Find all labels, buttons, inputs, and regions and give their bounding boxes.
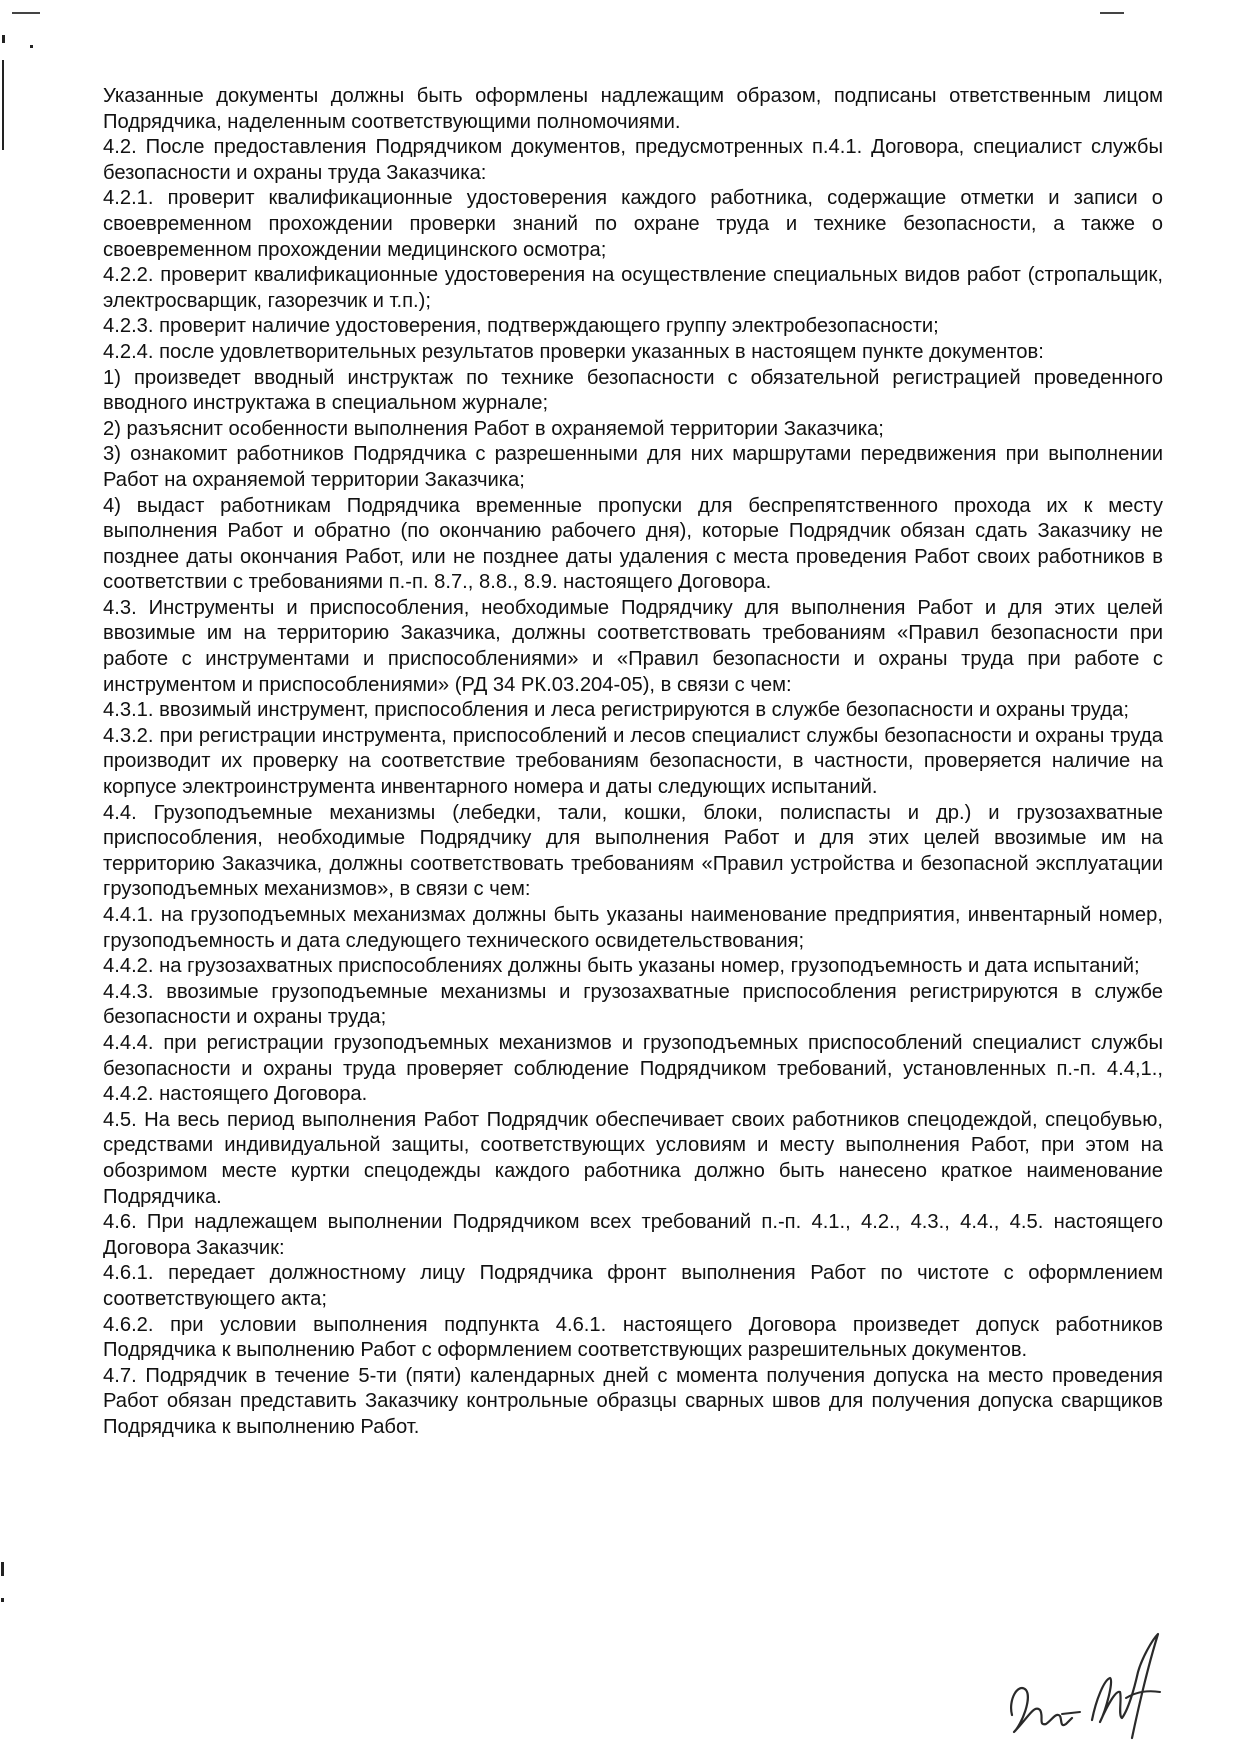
scan-artifact-left — [2, 60, 4, 150]
scan-artifact-left — [30, 45, 33, 48]
scan-artifact-top — [12, 12, 40, 14]
list-item-2: 2) разъяснит особенности выполнения Работ в охраняемой территории Заказчика; — [103, 417, 884, 440]
paragraph-4-4-3: 4.4.3. ввозимые грузоподъемные механизмы и грузозахватные приспособления регистрируются в службе безопасности и охраны труда; — [103, 980, 1163, 1029]
signature-stroke — [1062, 1712, 1080, 1714]
paragraph-4-6: 4.6. При надлежащем выполнении Подрядчиком всех требований п.-п. 4.1., 4.2., 4.3., 4.4., 4.5. настоящего Договора Заказчик: — [103, 1211, 1163, 1259]
paragraph-4-6-1: 4.6.1. передает должностному лицу Подрядчика фронт выполнения Работ по чистоте с оформлением соответствующего акта; — [103, 1262, 1163, 1310]
scan-artifact-top — [1100, 12, 1124, 14]
paragraph-4-3: 4.3. Инструменты и приспособления, необходимые Подрядчику для выполнения Работ и для этих целей ввозимые им на территорию Заказчика, должны соответствовать требованиям «Правил безопасности при работе с инструментами и приспособлениями» и «Правил безопасности и охраны труда при работе с инструментом и приспособлениями» (РД 34 РК.03.204-05), в связи с чем: — [103, 596, 1163, 696]
document-body — [103, 84, 1163, 1440]
paragraph-4-2: 4.2. После предоставления Подрядчиком документов, предусмотренных п.4.1. Договора, специалист службы безопасности и охраны труда Заказчика: — [103, 136, 1163, 184]
paragraph-4-7: 4.7. Подрядчик в течение 5-ти (пяти) календарных дней с момента получения допуска на место проведения Работ обязан представить Заказчику контрольные образцы сварных швов для получения допуска сварщиков Подрядчика к выполнению Работ. — [103, 1364, 1163, 1438]
paragraph-4-4-1: 4.4.1. на грузоподъемных механизмах должны быть указаны наименование предприятия, инвентарный номер, грузоподъемность и дата следующего технического освидетельствования; — [103, 904, 1163, 952]
signature-stroke — [1011, 1688, 1072, 1732]
signature-stroke — [1092, 1634, 1158, 1738]
paragraph-4-3-1: 4.3.1. ввозимый инструмент, приспособления и леса регистрируются в службе безопасности и охраны труда; — [103, 699, 1129, 722]
scan-artifact-left — [1, 1598, 4, 1602]
handwritten-signature — [1000, 1620, 1180, 1745]
scan-artifact-left — [1, 1562, 4, 1576]
paragraph-4-5: 4.5. На весь период выполнения Работ Подрядчик обеспечивает своих работников спецодеждой, спецобувью, средствами индивидуальной защиты, соответствующих условиям и месту выполнения Работ, при этом на обозримом месте куртки спецодежды каждого работника должно быть нанесено краткое наименование Подрядчика. — [103, 1108, 1163, 1208]
list-item-1: 1) произведет вводный инструктаж по технике безопасности с обязательной регистрацией проведенного вводного инструктажа в специальном журнале; — [103, 366, 1163, 415]
list-item-4: 4) выдаст работникам Подрядчика временные пропуски для беспрепятственного прохода их к месту выполнения Работ и обратно (по окончанию рабочего дня), которые Подрядчик обязан сдать Заказчику не позднее даты окончания Работ, или не позднее даты удаления с места проведения Работ своих работников в соответствии с требованиями п.-п. 8.7., 8.8., 8.9. настоящего Договора. — [103, 494, 1163, 594]
paragraph-4-2-2: 4.2.2. проверит квалификационные удостоверения на осуществление специальных видов работ (стропальщик, электросварщик, газорезчик и т.п.); — [103, 264, 1163, 312]
paragraph-4-4-4: 4.4.4. при регистрации грузоподъемных механизмов и грузоподъемных приспособлений специалист службы безопасности и охраны труда проверяет соблюдение Подрядчиком требований, установленных п.-п. 4.4,1., 4.4.2. настоящего Договора. — [103, 1031, 1163, 1106]
paragraph-4-2-3: 4.2.3. проверит наличие удостоверения, подтверждающего группу электробезопасности; — [103, 315, 939, 338]
paragraph: Указанные документы должны быть оформлены надлежащим образом, подписаны ответственным лицом Подрядчика, наделенным соответствующими полномочиями. — [103, 85, 1163, 133]
paragraph-4-6-2: 4.6.2. при условии выполнения подпункта 4.6.1. настоящего Договора произведет допуск работников Подрядчика к выполнению Работ с оформлением соответствующих разрешительных документов. — [103, 1313, 1163, 1362]
paragraph-4-2-1: 4.2.1. проверит квалификационные удостоверения каждого работника, содержащие отметки и записи о своевременном прохождении проверки знаний по охране труда и технике безопасности, а также о своевременном прохождении медицинского осмотра; — [103, 187, 1163, 261]
paragraph-4-3-2: 4.3.2. при регистрации инструмента, приспособлений и лесов специалист службы безопасности и охраны труда производит их проверку на соответствие требованиям безопасности, в частности, проверяется наличие на корпусе электроинструмента инвентарного номера и даты следующих испытаний. — [103, 724, 1163, 799]
scan-artifact-left — [2, 35, 5, 43]
list-item-3: 3) ознакомит работников Подрядчика с разрешенными для них маршрутами передвижения при выполнении Работ на охраняемой территории Заказчика; — [103, 443, 1163, 491]
paragraph-4-4: 4.4. Грузоподъемные механизмы (лебедки, тали, кошки, блоки, полиспасты и др.) и грузозахватные приспособления, необходимые Подрядчику для выполнения Работ и для этих целей ввозимые им на территорию Заказчика, должны соответствовать требованиям «Правил устройства и безопасной эксплуатации грузоподъемных механизмов», в связи с чем: — [103, 801, 1163, 901]
paragraph-4-2-4: 4.2.4. после удовлетворительных результатов проверки указанных в настоящем пункте документов: — [103, 340, 1044, 363]
paragraph-4-4-2: 4.4.2. на грузозахватных приспособлениях должны быть указаны номер, грузоподъемность и дата испытаний; — [103, 955, 1140, 978]
